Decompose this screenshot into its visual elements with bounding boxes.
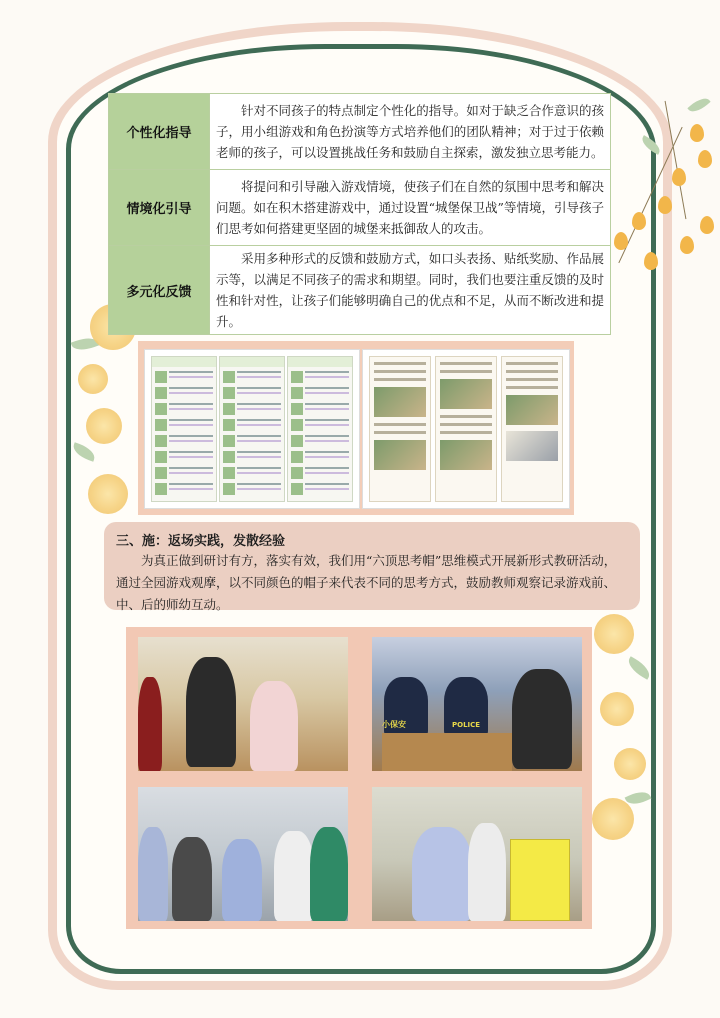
table-row (109, 246, 611, 335)
police-text: POLICE (452, 721, 481, 729)
photo-grid (126, 627, 592, 929)
table-row (109, 170, 611, 246)
photo-teacher-children (138, 637, 348, 771)
app-screenshots (138, 341, 574, 515)
article-page (501, 356, 563, 502)
phone-screen (287, 356, 353, 502)
section-title: 三、施：返场实践，发散经验 (116, 534, 286, 549)
strategy-text: 针对不同孩子的特点制定个性化的指导。如对于缺乏合作意识的孩子，用小组游戏和角色扮演等方式培养他们的团队精神；对于过于依赖老师的孩子，可以设置挑战任务和鼓励自主探索，激发独立思考能力。 (210, 94, 611, 170)
strategy-text: 采用多种形式的反馈和鼓励方式，如口头表扬、贴纸奖励、作品展示等，以满足不同孩子的需求和期望。同时，我们也要注重反馈的及时性和针对性，让孩子们能够明确自己的优点和不足，从而不断改进和提升。 (210, 246, 611, 335)
table-row (109, 94, 611, 170)
article-list-screenshot (144, 349, 360, 509)
strategy-label: 情境化引导 (109, 170, 210, 246)
phone-screen (151, 356, 217, 502)
phone-screen (219, 356, 285, 502)
strategy-text: 将提问和引导融入游戏情境，使孩子们在自然的氛围中思考和解决问题。如在积木搭建游戏中，通过设置“城堡保卫战”等情境，引导孩子们思考如何搭建更坚固的城堡来抵御敌人的攻击。 (210, 170, 611, 246)
strategy-label: 多元化反馈 (109, 246, 210, 335)
poster-board (510, 839, 570, 921)
photo-police-play (372, 637, 582, 771)
section-body: 为真正做到研讨有方，落实有效，我们用“六顶思考帽”思维模式开展新形式教研活动，通过全园游戏观摩，以不同颜色的帽子来代表不同的思考方式，鼓励教师观察记录游戏前、中、后的师幼互动。 (116, 553, 617, 612)
badge-text: 小保安 (382, 720, 406, 729)
photo-teacher-presenting (372, 787, 582, 921)
article-pages-screenshot (362, 349, 570, 509)
article-page (369, 356, 431, 502)
photo-teachers-discussion (138, 787, 348, 921)
strategy-label: 个性化指导 (109, 94, 210, 170)
article-page (435, 356, 497, 502)
section-practice (104, 522, 640, 610)
strategy-table (108, 93, 611, 335)
